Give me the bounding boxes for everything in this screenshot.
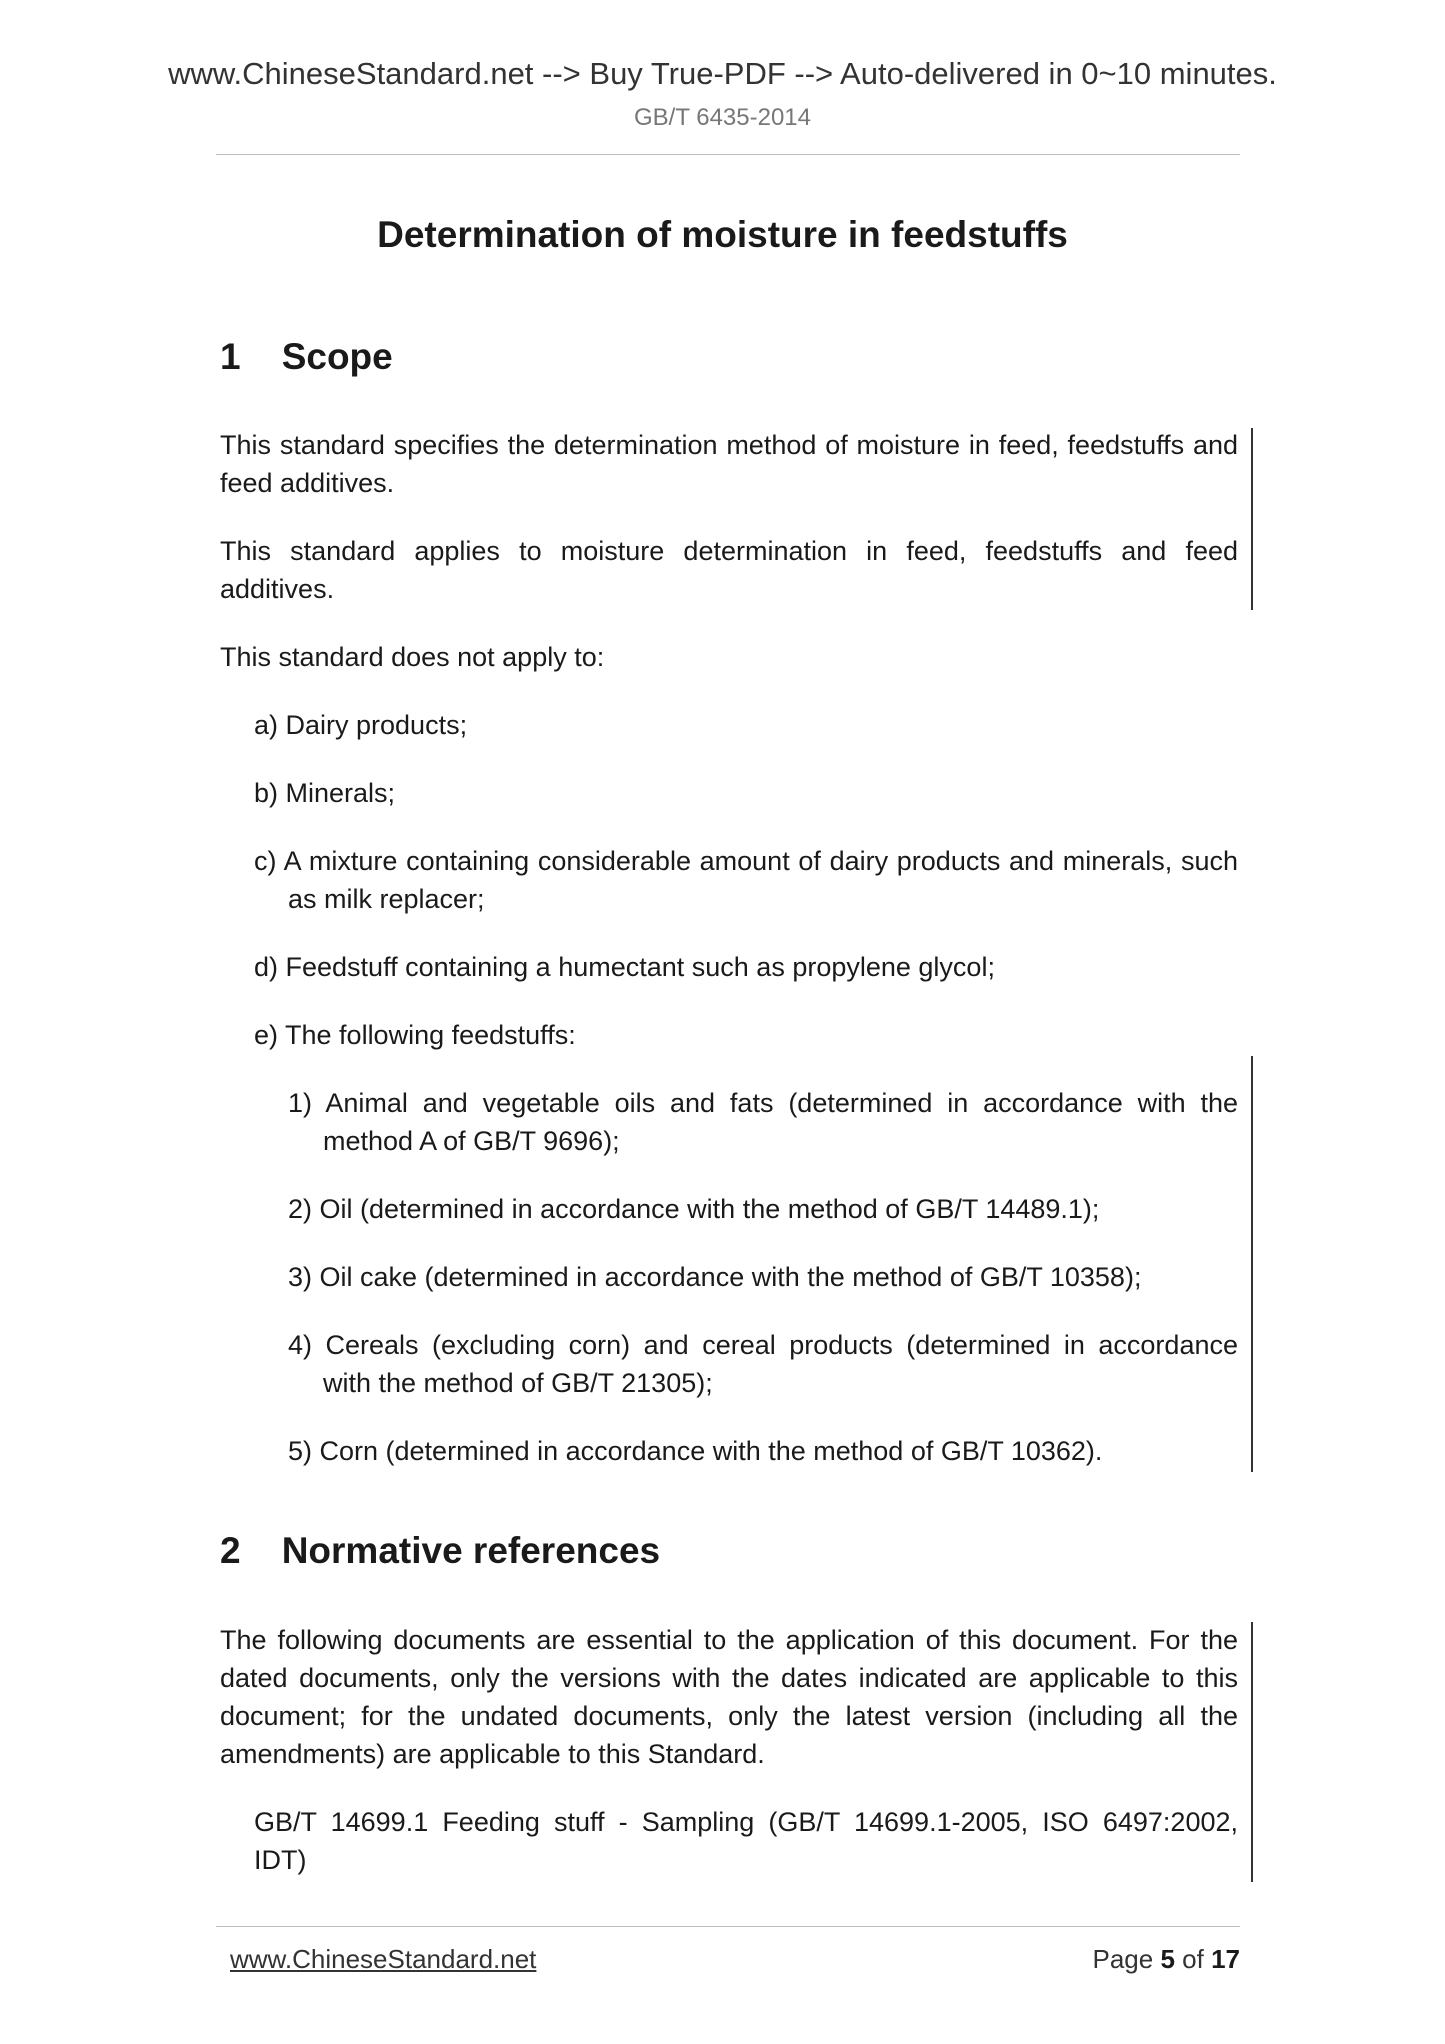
page-label: Page xyxy=(1092,1944,1154,1974)
paragraph: This standard applies to moisture determination in feed, feedstuffs and feed additives. xyxy=(220,536,1238,604)
total-pages: 17 xyxy=(1211,1944,1240,1974)
paragraph: The following documents are essential to the application of this document. For the dated documents, only the versions with the dates indicated are applicable to this document; for the undated documents, only the latest version (including all the amendments) are applicable to this Standard. xyxy=(220,1625,1238,1769)
list-item: 5) Corn (determined in accordance with the method of GB/T 10362). xyxy=(288,1436,1103,1466)
list-item: 2) Oil (determined in accordance with the method of GB/T 14489.1); xyxy=(288,1194,1100,1224)
list-item: 1) Animal and vegetable oils and fats (determined in accordance with the method A of GB/T 9696); xyxy=(288,1088,1238,1156)
list-item: e) The following feedstuffs: xyxy=(254,1020,576,1050)
section-heading-normative-references: 2 Normative references xyxy=(220,1530,661,1571)
change-bar xyxy=(1251,1056,1253,1472)
list-item: c) A mixture containing considerable amount of dairy products and minerals, such as milk replacer; xyxy=(254,846,1238,914)
list-item: 3) Oil cake (determined in accordance with the method of GB/T 10358); xyxy=(288,1262,1142,1292)
header-banner: www.ChineseStandard.net --> Buy True-PDF --> Auto-delivered in 0~10 minutes. xyxy=(168,56,1277,91)
of-label: of xyxy=(1182,1944,1204,1974)
change-bar xyxy=(1251,428,1253,610)
paragraph: This standard does not apply to: xyxy=(220,642,605,672)
header-divider xyxy=(216,154,1240,155)
current-page: 5 xyxy=(1160,1944,1175,1974)
list-item: a) Dairy products; xyxy=(254,710,468,740)
page-number xyxy=(1092,1944,1240,1975)
list-item: 4) Cereals (excluding corn) and cereal products (determined in accordance with the method of GB/T 21305); xyxy=(288,1330,1238,1398)
footer-divider xyxy=(216,1926,1240,1927)
document-title: Determination of moisture in feedstuffs xyxy=(377,214,1068,255)
paragraph: This standard specifies the determination method of moisture in feed, feedstuffs and feed additives. xyxy=(220,430,1238,498)
section-heading-scope: 1 Scope xyxy=(220,336,393,377)
change-bar xyxy=(1251,1622,1253,1882)
list-item: b) Minerals; xyxy=(254,778,396,808)
footer-link[interactable]: www.ChineseStandard.net xyxy=(230,1944,537,1974)
standard-code: GB/T 6435-2014 xyxy=(633,104,811,131)
reference-item: GB/T 14699.1 Feeding stuff - Sampling (GB/T 14699.1-2005, ISO 6497:2002, IDT) xyxy=(254,1807,1238,1875)
list-item: d) Feedstuff containing a humectant such as propylene glycol; xyxy=(254,952,995,982)
